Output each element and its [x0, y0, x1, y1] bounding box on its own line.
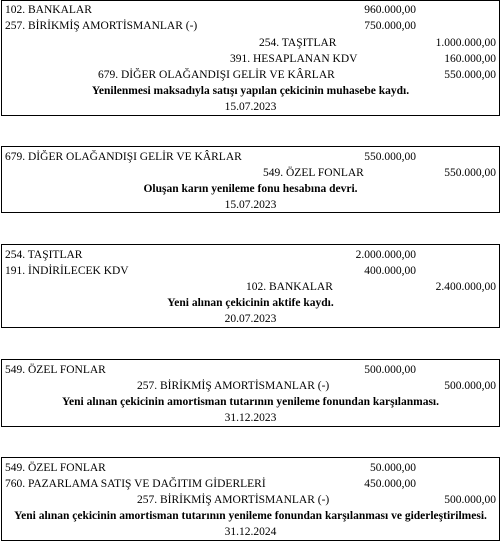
- credit-account: 254. TAŞITLAR: [259, 37, 337, 49]
- credit-amount: 160.000,00: [444, 53, 496, 65]
- credit-amount: 550.000,00: [444, 167, 496, 179]
- credit-account: 102. BANKALAR: [246, 281, 333, 293]
- debit-amount: 450.000,00: [364, 478, 416, 490]
- credit-amount: 500.000,00: [444, 380, 496, 392]
- credit-account: 391. HESAPLANAN KDV: [230, 53, 358, 65]
- debit-amount: 750.000,00: [364, 20, 416, 32]
- credit-account: 679. DİĞER OLAĞANDIŞI GELİR VE KÂRLAR: [98, 69, 335, 81]
- entry-description: Yeni alınan çekicinin aktife kaydı.: [167, 297, 334, 309]
- entry-description: Yenilenmesi maksadıyla satışı yapılan çekicinin muhasebe kaydı.: [91, 85, 410, 97]
- entry-description: Yeni alınan çekicinin amortisman tutarının yenileme fonundan karşılanması.: [62, 396, 439, 408]
- debit-amount: 400.000,00: [364, 265, 416, 277]
- credit-amount: 550.000,00: [444, 69, 496, 81]
- entry-date: 15.07.2023: [224, 199, 277, 211]
- credit-amount: 2.400.000,00: [435, 281, 496, 293]
- entry-date: 31.12.2024: [224, 526, 277, 538]
- credit-account: 257. BİRİKMİŞ AMORTİSMANLAR (-): [137, 494, 330, 506]
- debit-amount: 50.000,00: [370, 462, 416, 474]
- entry-date: 20.07.2023: [224, 313, 277, 325]
- debit-account: 257. BİRİKMİŞ AMORTİSMANLAR (-): [5, 20, 198, 32]
- credit-account: 257. BİRİKMİŞ AMORTİSMANLAR (-): [137, 380, 330, 392]
- debit-account: 760. PAZARLAMA SATIŞ VE DAĞITIM GİDERLERİ: [5, 478, 266, 490]
- debit-account: 549. ÖZEL FONLAR: [5, 462, 106, 474]
- debit-amount: 960.000,00: [364, 4, 416, 16]
- journal-entry: [1, 244, 500, 328]
- entry-description: Yeni alınan çekicinin amortisman tutarının yenileme fonundan karşılanması ve giderleştirilmesi.: [14, 510, 487, 522]
- debit-account: 254. TAŞITLAR: [5, 249, 83, 261]
- entry-description: Oluşan karın yenileme fonu hesabına devri.: [143, 183, 358, 195]
- debit-amount: 2.000.000,00: [355, 249, 416, 261]
- journal-entry: [1, 359, 500, 427]
- entry-date: 15.07.2023: [224, 101, 277, 113]
- journal-entry: [1, 0, 500, 116]
- credit-account: 549. ÖZEL FONLAR: [263, 167, 364, 179]
- entry-date: 31.12.2023: [224, 412, 277, 424]
- credit-amount: 500.000,00: [444, 494, 496, 506]
- debit-account: 679. DİĞER OLAĞANDIŞI GELİR VE KÂRLAR: [5, 151, 242, 163]
- journal-entry: [1, 146, 500, 213]
- debit-account: 191. İNDİRİLECEK KDV: [5, 265, 129, 277]
- debit-amount: 500.000,00: [364, 364, 416, 376]
- debit-account: 549. ÖZEL FONLAR: [5, 364, 106, 376]
- debit-amount: 550.000,00: [364, 151, 416, 163]
- debit-account: 102. BANKALAR: [5, 4, 92, 16]
- credit-amount: 1.000.000,00: [435, 37, 496, 49]
- journal-entry: [1, 457, 500, 541]
